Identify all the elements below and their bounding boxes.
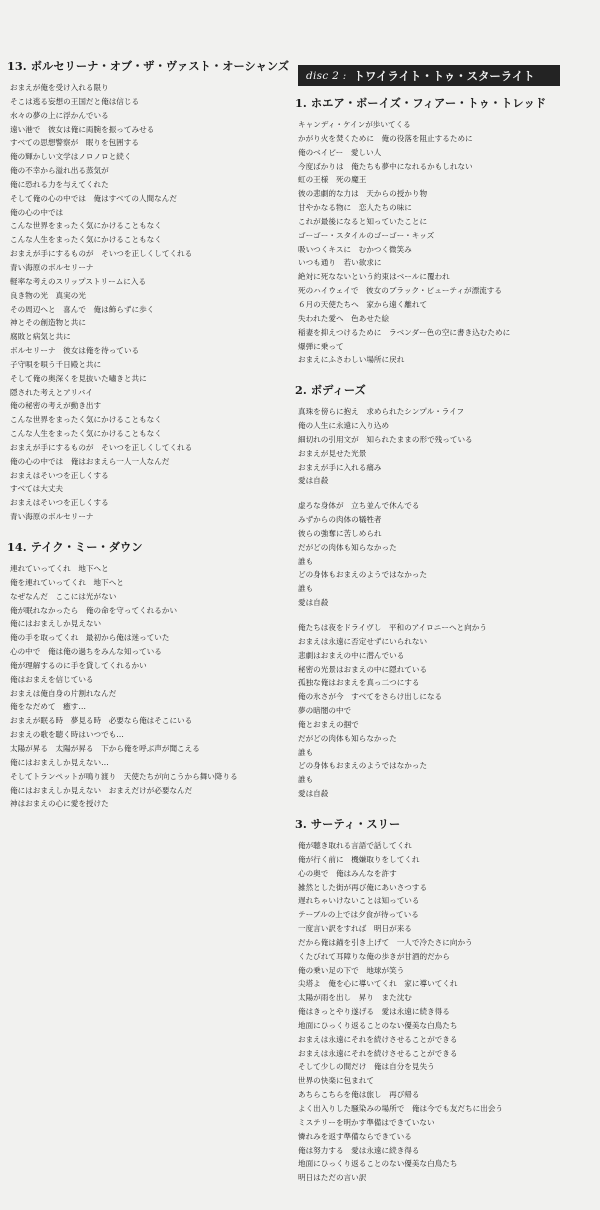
lyric-line: だがどの肉体も知らなかった [298,542,397,552]
lyric-line: 俺を連れていってくれ 地下へと [10,577,124,587]
lyric-line: 遅れちゃいけないことは知っている [298,896,420,906]
lyric-line: いつも通り 若い欲求に [298,258,382,268]
lyric-line: 俺の不幸から溢れ出る蒸気が [10,166,109,176]
lyric-line: おまえは俺自身の片割れなんだ [10,688,117,698]
lyric-line: 俺の心の中では [10,207,64,217]
lyric-line: なぜなんだ ここには光がない [10,591,117,601]
lyric-line: おまえは永遠に否定せずにいられない [298,636,428,646]
lyric-line: 俺にはおまえしか見えない… [10,757,109,767]
lyric-line: 稲妻を抑えつけるために ラベンダー色の空に書き込むために [298,327,511,337]
lyric-line: 俺はきっとやり遂げる 愛は永遠に続き得る [298,1007,450,1017]
lyric-line: 誰も [298,747,314,757]
lyric-line: おまえの歌を聴く時はいつでも… [10,730,124,740]
lyric-line: どの身体もおまえのようではなかった [298,570,428,580]
lyric-line: 俺は努力する 愛は永遠に続き得る [298,1145,420,1155]
lyric-line: 悲劇はおまえの中に潜んでいる [298,650,405,660]
lyric-line: 俺の秘密の考えが動き出す [10,401,102,411]
lyric-line: そこは逃る妄想の王国だと俺は信じる [10,96,140,106]
lyric-line: 俺はおまえを信じている [10,674,94,684]
lyric-line: おまえは永遠にそれを続けさせることができる [298,1034,458,1044]
lyric-line: 俺とおまえの掴で [298,719,359,729]
lyric-line: 遠い港で 彼女は俺に両腕を振ってみせる [10,124,155,134]
lyric-line: 俺が理解するのに手を貸してくれるかい [10,660,147,670]
lyric-line: 孤独な俺はおまえを真っ二つにする [298,678,420,688]
lyric-line: 秘密の光景はおまえの中に隠れている [298,664,428,674]
lyric-line: 今度ばかりは 俺たちも夢中になれるかもしれない [298,161,473,171]
lyric-line: 愛は自殺 [298,476,329,486]
lyric-line: 細切れの引用文が 知られたままの形で残っている [298,434,473,444]
lyric-line: 俺が眠れなかったら 俺の命を守ってくれるかい [10,605,178,615]
lyric-line: その周辺へと 喜んで 俺は飾らずに歩く [10,304,155,314]
lyric-line: 世界の快楽に包まれて [298,1076,374,1086]
lyric-line: どの身体もおまえのようではなかった [298,761,428,771]
lyric-line: 俺にはおまえしか見えない [10,619,102,629]
lyric-line: 太陽が雨を出し 昇り また沈む [298,993,412,1003]
disc-label: disc 2 : [306,69,347,82]
lyric-line: 軽率な考えのスリップストリームに入る [10,276,147,286]
lyric-line: 子守唄を唄う千日殿と共に [10,359,102,369]
lyric-line: 連れていってくれ 地下へと [10,564,109,573]
lyric-line: 虚ろな身体が 立ち並んで休んでる [298,501,420,511]
lyric-line: おまえはそいつを正しくする [10,470,109,480]
lyric-line: テーブルの上では夕食が待っている [298,910,419,920]
lyric-line: キャンディ・ケインが歩いてくる [298,120,411,129]
lyric-line: 俺の輝かしい文学はノロノロと続く [10,152,132,162]
lyric-line: 失われた愛へ 色あせた絵 [298,313,390,323]
lyric-line: 憐れみを返す準備ならできている [298,1131,412,1141]
lyric-line: 俺に恐れる力を与えてくれた [10,179,109,189]
lyric-line: すべては大丈夫 [10,484,64,494]
lyric-line: 俺にはおまえしか見えない おまえだけが必要なんだ [10,785,193,795]
lyric-line: おまえが眠る時 夢見る時 必要なら俺はそこにいる [10,716,193,726]
lyric-line: かがり火を焚くために 俺の役落を阻止するために [298,133,473,143]
song-spacer [298,801,594,816]
lyric-line: 俺が行く前に 機嫌取りをしてくれ [298,854,420,864]
lyric-line: 神はおまえの心に愛を授けた [10,799,109,809]
lyric-line: すべての思想警察が 眠りを包囲する [10,138,139,148]
lyric-line: 腐敗と病気と共に [10,332,71,342]
lyric-line: 虹の王様 死の魔王 [298,175,367,185]
lyric-line: 俺が聴き取れる言語で話してくれ [298,840,412,850]
lyric-line: 隠された考えとアリバイ [10,387,93,397]
lyric-line: 死のハイウェイで 彼女のブラック・ビューティが漂流する [298,286,502,296]
lyric-line: 俺のベイビー 愛しい人 [298,147,382,157]
lyric-line: 俺の人生に永遠に入り込め [298,421,390,431]
lyric-line: 水々の夢の上に浮かんでいる [10,110,109,120]
lyric-line: 爆弾に乗って [298,341,344,351]
song-13-title: 13. ボルセリーナ・オブ・ザ・ヴァスト・オーシャンズ [7,59,290,73]
lyric-line: そして俺の心の中では 俺はすべての人間なんだ [10,193,177,203]
lyric-line: 俺たちは夜をドライヴし 平和のアイロニーへと向かう [298,623,487,632]
lyric-line: 誰も [298,584,314,594]
lyric-line: そしてトランペットが鳴り渡り 天使たちが向こうから舞い降りる [10,771,238,781]
lyric-line: 彼の悲劇的な力は 天からの授かり物 [298,189,428,199]
lyric-line: だから俺は錨を引き上げて 一人で冷たさに向かう [298,937,473,947]
lyric-line: ゴーゴー・スタイルのゴーゴー・キッズ [298,230,435,240]
lyric-line: こんな世界をまったく気にかけることもなく [10,415,162,425]
lyric-line: 尖塔よ 俺を心に導いてくれ 家に導いてくれ [298,979,458,989]
song-3-title: 3. サーティ・スリー [295,816,401,831]
lyric-line: 誰も [298,556,314,566]
lyric-line: おまえが見せた光景 [298,448,367,458]
lyric-line: 真珠を傍らに抱え 求められたシンプル・ライフ [298,407,465,417]
lyric-line: 地面にひっくり返ることのない優美な白鳥たち [298,1020,458,1030]
stanza-break [298,610,594,621]
lyric-line: おまえが俺を受け入れる限り [10,83,109,92]
lyric-line: おまえにふさわしい場所に戻れ [298,355,405,365]
lyric-line: 青い海原のボルセリーナ [10,512,94,522]
lyric-line: おまえが手に入れる痛み [298,462,382,472]
lyric-line: 夢の暗闇の中で [298,706,352,716]
lyric-line: 俺の心の中では 俺はおまえら一人一人なんだ [10,456,170,466]
song-1-lyrics [298,118,594,367]
lyric-line: 神とその創造物と共に [10,318,86,328]
stanza-break [298,488,594,499]
lyric-line: 明日はただの言い訳 [298,1173,367,1183]
lyric-line: これが最後になると知っていたことに [298,216,428,226]
song-spacer [10,524,292,539]
lyric-line: 心の中で 俺は俺の過ちをみんな知っている [10,647,162,657]
disc-title: トワイライト・トゥ・スターライト [353,68,535,83]
lyric-line: 俺をなだめて 癒す… [10,702,86,712]
lyric-line: 地面にひっくり返ることのない優美な白鳥たち [298,1159,458,1169]
lyric-line: 一度言い訳をすれば 明日が来る [298,924,412,934]
song-14-lyrics [10,562,292,811]
lyric-line: くたびれて耳障りな俺の歩きが甘酒的だから [298,951,450,961]
lyric-line: おまえは永遠にそれを続けさせることができる [298,1048,458,1058]
lyric-line: こんな世界をまったく気にかけることもなく [10,221,162,231]
lyric-line: 心の奥で 俺はみんなを許す [298,868,397,878]
lyric-line: 青い海原のボルセリーナ [10,262,94,272]
lyric-line: よく出入りした騒染みの場所で 俺は今でも友だちに出会う [298,1104,504,1113]
disc-2-banner [298,65,560,86]
lyric-line: ボルセリーナ 彼女は俺を待っている [10,346,140,356]
song-1-title: 1. ホエア・ボーイズ・フィアー・トゥ・トレッド [295,96,547,110]
lyric-line: 愛は自殺 [298,598,329,608]
lyric-line: みずからの肉体の犠牲者 [298,515,382,525]
lyric-line: こんな人生をまったく気にかけることもなく [10,429,162,439]
song-3-lyrics [298,839,594,1185]
lyric-line: 俺の氷さが今 すべてをさらけ出しになる [298,692,443,702]
lyric-line: 誰も [298,775,314,785]
lyric-line: 俺の乗い足の下で 地球が笑う [298,965,405,975]
lyric-line: そして少しの間だけ 俺は自分を見失う [298,1062,435,1072]
song-13-lyrics [10,81,292,524]
lyric-line: 良き物の光 真実の光 [10,290,86,300]
lyric-line: 甘やかなる物に 恋人たちの味に [298,203,412,213]
right-column [295,58,594,1185]
lyric-line: おまえが手にするものが そいつを正しくしてくれる [10,442,193,452]
song-2-title: 2. ボディーズ [295,383,366,398]
lyric-line: 太陽が昇る 太陽が昇る 下から俺を呼ぶ声が聞こえる [10,743,200,753]
lyric-line: そして俺の奥深くを見抜いた嘯きと共に [10,373,147,383]
song-spacer [298,367,594,382]
lyric-line: 愛は自殺 [298,789,329,799]
song-14-title: 14. テイク・ミー・ダウン [7,540,143,554]
left-column [7,58,292,811]
lyric-line: 雑然とした街が再び俺にあいさつする [298,882,428,892]
lyric-line: 吸いつくキスに むかつく微笑み [298,244,412,254]
lyric-line: あちらこちらを俺は旅し 再び帰る [298,1090,420,1100]
song-2-lyrics [298,405,594,801]
lyric-line: だがどの肉体も知らなかった [298,733,397,743]
lyric-line: おまえはそいつを正しくする [10,498,109,508]
lyric-line: ６月の天使たちへ 家から遠く離れて [298,299,428,309]
lyric-line: 俺の手を取ってくれ 最初から俺は迷っていた [10,633,170,643]
lyric-line: 絶対に死なないという約束はベールに覆われ [298,272,450,282]
lyric-line: 彼らの強奪に苦しめられ [298,528,382,538]
lyric-line: こんな人生をまったく気にかけることもなく [10,235,162,245]
lyric-line: おまえが手にするものが そいつを正しくしてくれる [10,249,193,259]
lyric-line: ミステリーを明かす準備はできていない [298,1117,435,1127]
